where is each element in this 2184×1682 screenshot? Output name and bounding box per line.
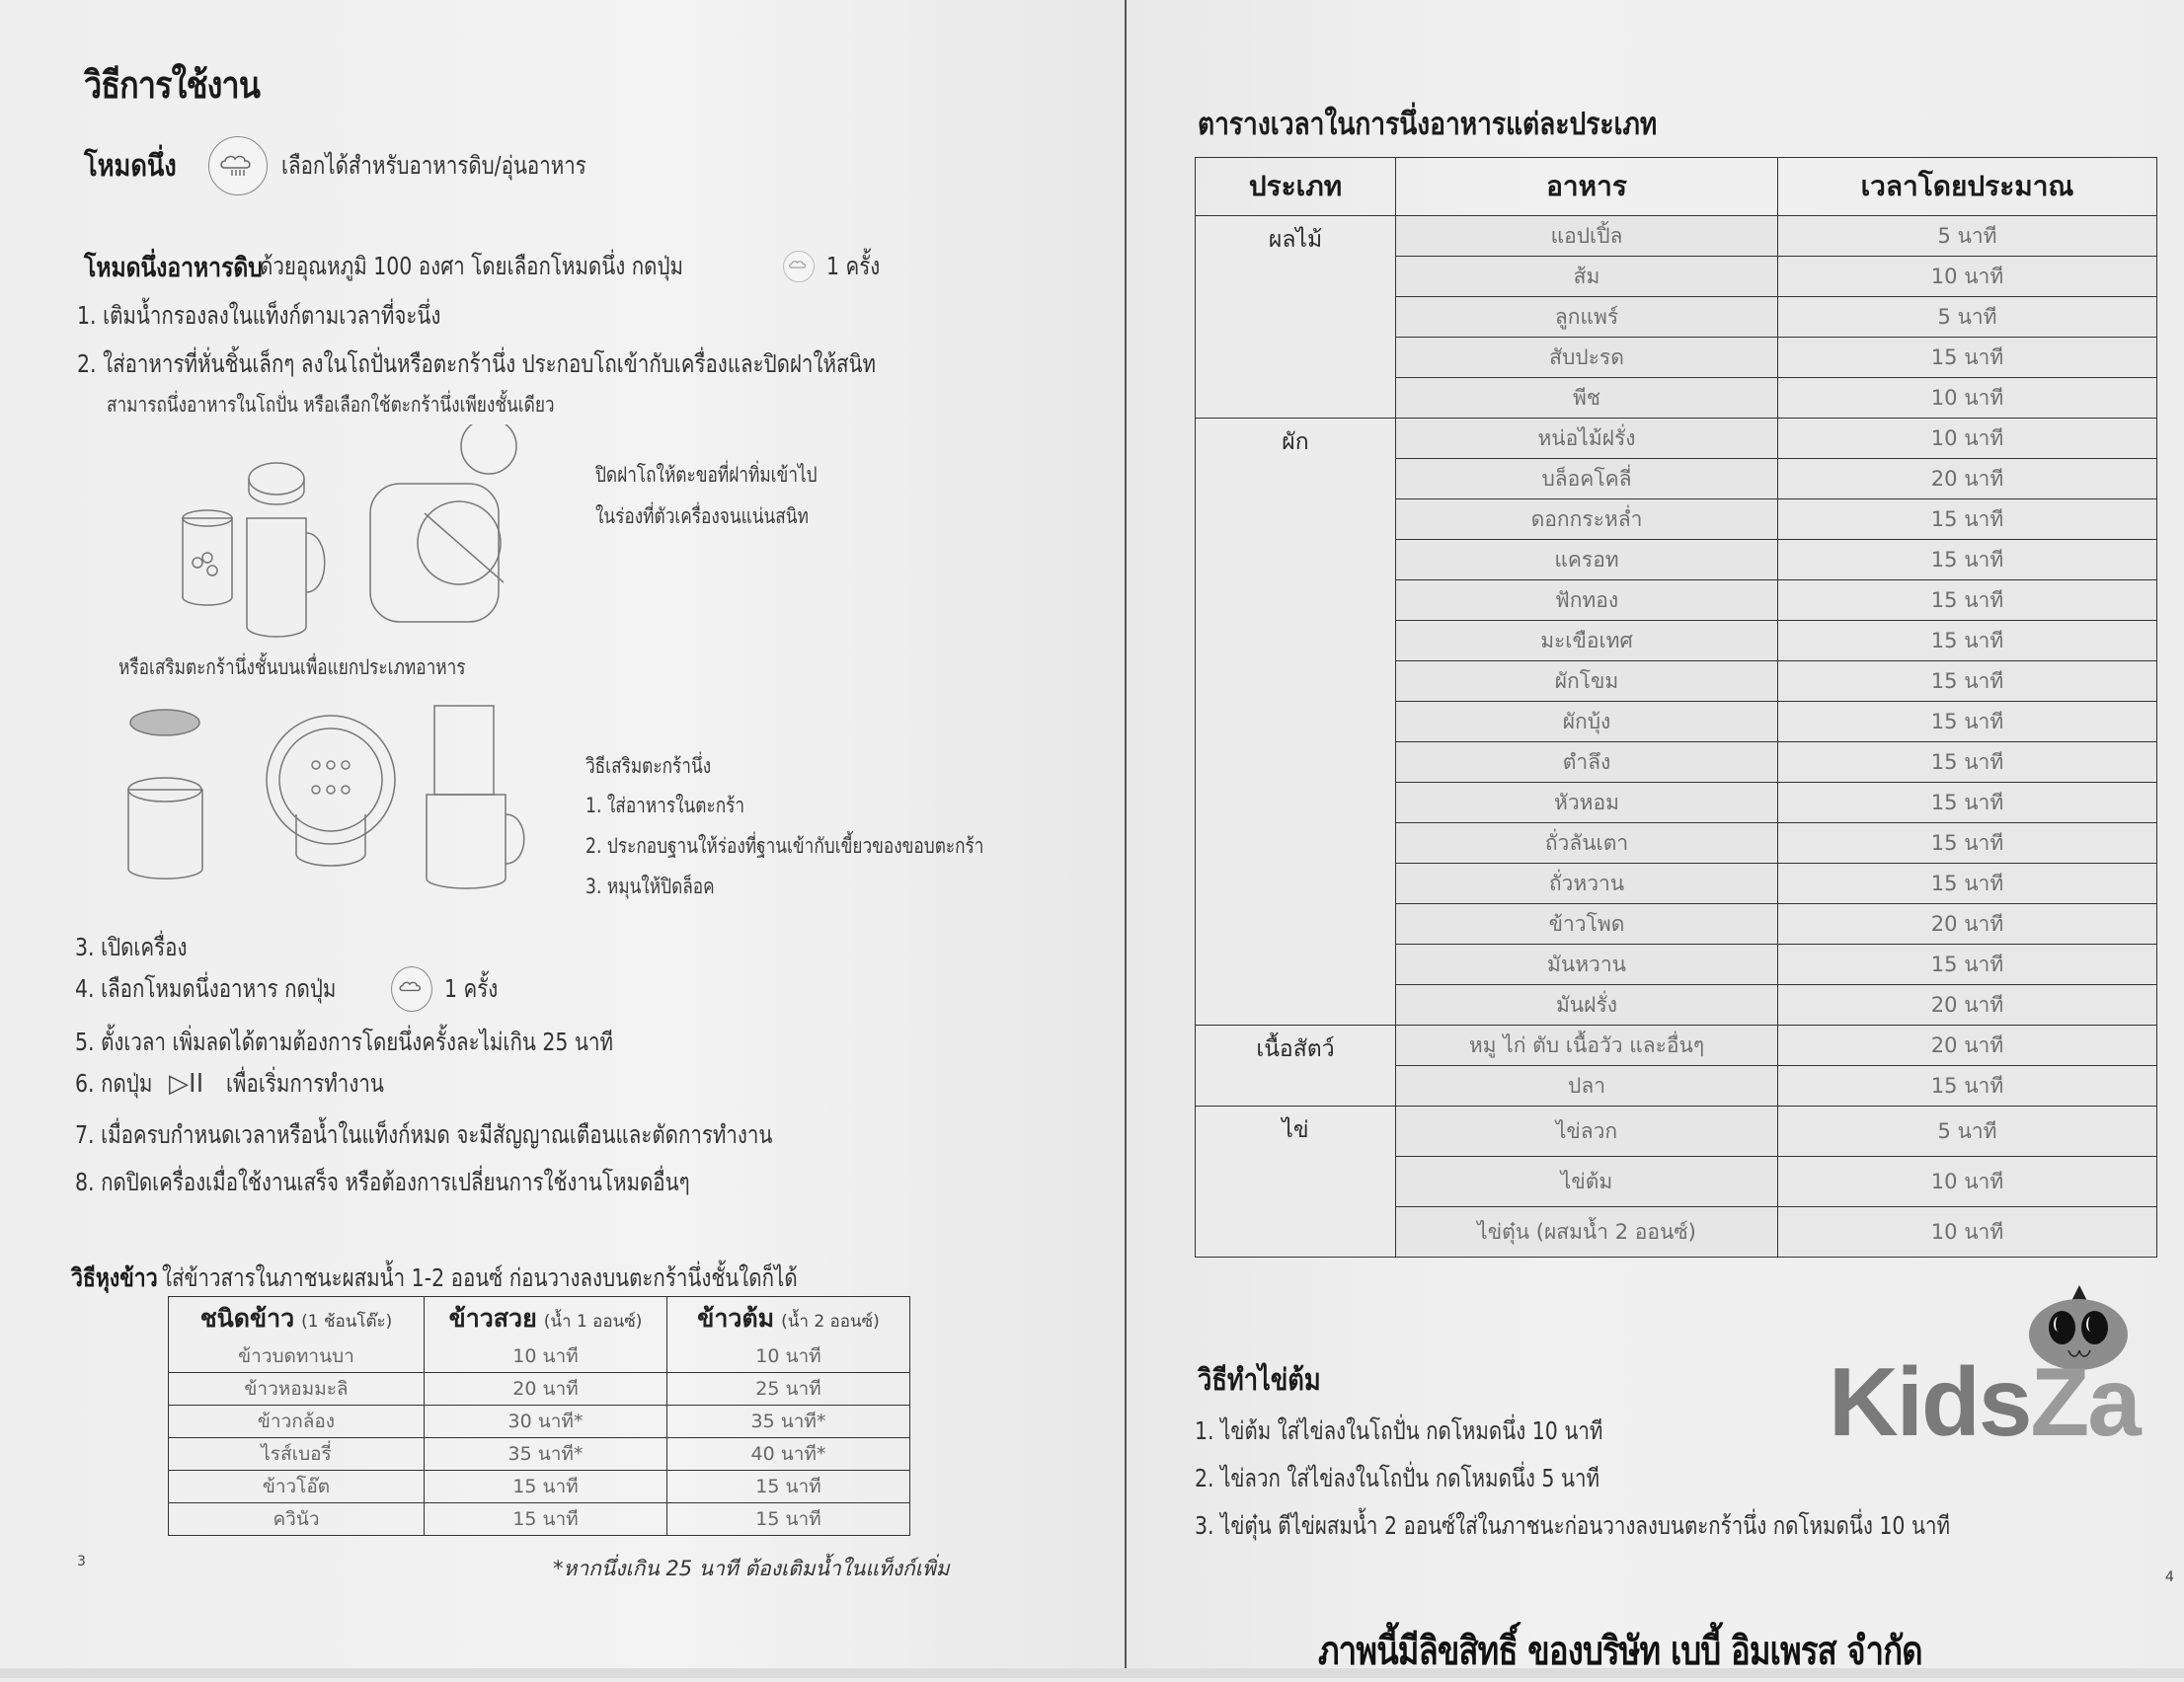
rice-col-type: ชนิดข้าว (1 ช้อนโต๊ะ) (169, 1297, 425, 1341)
basket-step-2: 2. ประกอบฐานให้ร่องที่ฐานเข้ากับเขี้ยวของขอบตะกร้า (585, 834, 984, 858)
time-cell: 15 นาที (1778, 621, 2157, 661)
time-cell: 15 นาที (1778, 823, 2157, 864)
egg-step-1: 1. ไข่ต้ม ใส่ไข่ลงในโถปั่น กดโหมดนึ่ง 10 นาที (1195, 1416, 1603, 1445)
steam-time-table (1195, 157, 2157, 1258)
steam-basket-illustration (118, 696, 533, 893)
step-7: 7. เมื่อครบกำหนดเวลาหรือน้ำในแท็งก์หมด จะมีสัญญาณเตือนและตัดการทำงาน (75, 1120, 773, 1149)
category-cell: ผลไม้ (1196, 216, 1396, 419)
food-table-row (1196, 1107, 2157, 1157)
time-cell: 5 นาที (1778, 216, 2157, 257)
food-cell: ไข่ลวก (1396, 1107, 1778, 1157)
food-cell: ปลา (1396, 1066, 1778, 1107)
time-cell: 15 นาที (1778, 338, 2157, 378)
food-cell: มันฝรั่ง (1396, 985, 1778, 1026)
logo-text: KidsZa (1829, 1347, 2140, 1456)
egg-heading: วิธีทำไข่ต้ม (1198, 1363, 1321, 1398)
food-cell: พีช (1396, 378, 1778, 419)
rice-type-cell: ควินัว (169, 1503, 425, 1536)
food-cell: หัวหอม (1396, 783, 1778, 823)
lid-caption-line-1: ปิดฝาโถให้ตะขอที่ฝาทิ่มเข้าไป (595, 463, 818, 487)
rice-col-porridge: ข้าวต้ม (น้ำ 2 ออนซ์) (667, 1297, 910, 1341)
food-cell: แครอท (1396, 540, 1778, 580)
step-3: 3. เปิดเครื่อง (75, 933, 188, 961)
rice-type-cell: ข้าวหอมมะลิ (169, 1373, 425, 1406)
lid-caption-line-2: ในร่องที่ตัวเครื่องจนแน่นสนิท (595, 504, 809, 528)
food-table-title: ตารางเวลาในการนึ่งอาหารแต่ละประเภท (1198, 107, 1658, 142)
rice-type-cell: ไรส์เบอรี่ (169, 1438, 425, 1471)
kidsza-logo (1817, 1273, 2152, 1461)
time-cell: 15 นาที (1778, 742, 2157, 783)
blender-jar-illustration (168, 424, 543, 642)
food-cell: ผักโขม (1396, 661, 1778, 702)
category-cell: ไข่ (1196, 1107, 1396, 1258)
food-cell: ถั่วลันเตา (1396, 823, 1778, 864)
rice-time-cell: 15 นาที (667, 1503, 910, 1536)
time-cell: 10 นาที (1778, 419, 2157, 459)
food-cell: แอปเปิ้ล (1396, 216, 1778, 257)
step-8: 8. กดปิดเครื่องเมื่อใช้งานเสร็จ หรือต้องการเปลี่ยนการใช้งานโหมดอื่นๆ (75, 1168, 690, 1196)
steam-mode-row (84, 136, 654, 195)
step-2: 2. ใส่อาหารที่หั่นชิ้นเล็กๆ ลงในโถปั่นหรือตะกร้านึ่ง ประกอบโถเข้ากับเครื่องและปิดฝาให้สนิท (77, 349, 877, 378)
time-cell: 20 นาที (1778, 459, 2157, 499)
rice-intro (71, 1259, 937, 1298)
raw-steam-heading: โหมดนึ่งอาหารดิบ (84, 252, 263, 283)
time-cell: 20 นาที (1778, 985, 2157, 1026)
rice-time-cell: 35 นาที* (425, 1438, 667, 1471)
col-food: อาหาร (1396, 158, 1778, 216)
steam-icon (208, 136, 268, 195)
steam-icon (391, 966, 432, 1012)
food-cell: ถั่วหวาน (1396, 864, 1778, 904)
rice-time-cell: 30 นาที* (425, 1406, 667, 1438)
time-cell: 15 นาที (1778, 783, 2157, 823)
time-cell: 15 นาที (1778, 499, 2157, 540)
food-cell: ลูกแพร์ (1396, 297, 1778, 338)
food-table-row (1196, 419, 2157, 459)
col-time: เวลาโดยประมาณ (1778, 158, 2157, 216)
basket-step-1: 1. ใส่อาหารในตะกร้า (585, 794, 745, 817)
rice-table-row (169, 1406, 910, 1438)
rice-table (168, 1296, 910, 1536)
rice-time-cell: 15 นาที (425, 1503, 667, 1536)
page-fold-divider (1125, 0, 1127, 1678)
time-cell: 15 นาที (1778, 864, 2157, 904)
time-cell: 15 นาที (1778, 1066, 2157, 1107)
step-6-text: 6. กดปุ่ม (75, 1069, 153, 1098)
food-cell: หน่อไม้ฝรั่ง (1396, 419, 1778, 459)
steam-icon (783, 251, 815, 282)
rice-time-cell: 40 นาที* (667, 1438, 910, 1471)
time-cell: 10 นาที (1778, 257, 2157, 297)
steam-mode-label: โหมดนึ่ง (84, 148, 177, 184)
time-cell: 10 นาที (1778, 1207, 2157, 1258)
food-cell: บล็อคโคลี่ (1396, 459, 1778, 499)
category-cell: ผัก (1196, 419, 1396, 1026)
food-cell: ไข่ตุ๋น (ผสมน้ำ 2 ออนซ์) (1396, 1207, 1778, 1258)
rice-table-row (169, 1438, 910, 1471)
basket-caption: หรือเสริมตะกร้านึ่งชั้นบนเพื่อแยกประเภทอาหาร (118, 655, 466, 679)
raw-steam-intro-text: ด้วยอุณหภูมิ 100 องศา โดยเลือกโหมดนึ่ง กดปุ่ม (260, 252, 684, 280)
step-4-text: 4. เลือกโหมดนึ่งอาหาร กดปุ่ม (75, 974, 337, 1003)
rice-time-cell: 10 นาที (425, 1340, 667, 1373)
egg-step-3: 3. ไข่ตุ๋น ตีไข่ผสมน้ำ 2 ออนซ์ใส่ในภาชนะก่อนวางลงบนตะกร้านึ่ง กดโหมดนึ่ง 10 นาที (1195, 1511, 1951, 1540)
time-cell: 5 นาที (1778, 1107, 2157, 1157)
food-cell: ตำลึง (1396, 742, 1778, 783)
time-cell: 10 นาที (1778, 1157, 2157, 1207)
step-6 (75, 1064, 419, 1104)
step-6-suffix: เพื่อเริ่มการทำงาน (226, 1069, 384, 1098)
col-category: ประเภท (1196, 158, 1396, 216)
rice-time-cell: 20 นาที (425, 1373, 667, 1406)
rice-table-row (169, 1503, 910, 1536)
rice-time-cell: 25 นาที (667, 1373, 910, 1406)
time-cell: 20 นาที (1778, 904, 2157, 945)
page-number-left: 3 (77, 1554, 86, 1569)
food-table-row (1196, 216, 2157, 257)
rice-type-cell: ข้าวบดทานบา (169, 1340, 425, 1373)
page-number-right: 4 (2165, 1569, 2174, 1585)
food-cell: ฟักทอง (1396, 580, 1778, 621)
food-cell: ไข่ต้ม (1396, 1157, 1778, 1207)
raw-steam-intro-suffix: 1 ครั้ง (826, 252, 881, 280)
time-cell: 10 นาที (1778, 378, 2157, 419)
rice-table-row (169, 1340, 910, 1373)
rice-col-steamed: ข้าวสวย (น้ำ 1 ออนซ์) (425, 1297, 667, 1341)
step-5: 5. ตั้งเวลา เพิ่มลดได้ตามต้องการโดยนึ่งครั้งละไม่เกิน 25 นาที (75, 1028, 614, 1056)
food-cell: ดอกกระหล่ำ (1396, 499, 1778, 540)
step-1: 1. เติมน้ำกรองลงในแท็งก์ตามเวลาที่จะนึ่ง (77, 301, 441, 330)
copyright-notice: ภาพนี้มีลิขสิทธิ์ ของบริษัท เบบี้ อิมเพรส จำกัด (1318, 1629, 1922, 1674)
step-4-suffix: 1 ครั้ง (444, 974, 499, 1003)
step-2-note: สามารถนึ่งอาหารในโถปั่น หรือเลือกใช้ตะกร้านึ่งเพียงชั้นเดียว (107, 393, 555, 417)
rice-time-cell: 15 นาที (667, 1471, 910, 1503)
time-cell: 15 นาที (1778, 580, 2157, 621)
food-cell: มันหวาน (1396, 945, 1778, 985)
steam-mode-description: เลือกได้สำหรับอาหารดิบ/อุ่นอาหาร (281, 151, 586, 180)
food-cell: หมู ไก่ ตับ เนื้อวัว และอื่นๆ (1396, 1026, 1778, 1066)
time-cell: 15 นาที (1778, 945, 2157, 985)
raw-steam-intro (84, 247, 892, 286)
rice-type-cell: ข้าวกล้อง (169, 1406, 425, 1438)
time-cell: 15 นาที (1778, 661, 2157, 702)
food-cell: ผักบุ้ง (1396, 702, 1778, 742)
rice-time-cell: 10 นาที (667, 1340, 910, 1373)
food-cell: สับปะรด (1396, 338, 1778, 378)
rice-table-row (169, 1373, 910, 1406)
rice-time-cell: 35 นาที* (667, 1406, 910, 1438)
food-cell: ข้าวโพด (1396, 904, 1778, 945)
rice-time-cell: 15 นาที (425, 1471, 667, 1503)
food-table-row (1196, 1026, 2157, 1066)
step-4 (75, 967, 509, 1011)
food-cell: มะเขือเทศ (1396, 621, 1778, 661)
time-cell: 15 นาที (1778, 702, 2157, 742)
rice-table-row (169, 1471, 910, 1503)
egg-step-2: 2. ไข่ลวก ใส่ไข่ลงในโถปั่น กดโหมดนึ่ง 5 นาที (1195, 1464, 1600, 1492)
category-cell: เนื้อสัตว์ (1196, 1026, 1396, 1107)
rice-heading: วิธีหุงข้าว (71, 1263, 158, 1292)
page-title: วิธีการใช้งาน (84, 63, 261, 107)
time-cell: 20 นาที (1778, 1026, 2157, 1066)
time-cell: 15 นาที (1778, 540, 2157, 580)
rice-type-cell: ข้าวโอ๊ต (169, 1471, 425, 1503)
rice-footnote: *หากนึ่งเกิน 25 นาที ต้องเติมน้ำในแท็งก์เพิ่ม (553, 1557, 950, 1580)
basket-steps-title: วิธีเสริมตะกร้านึ่ง (585, 754, 712, 778)
rice-intro-text: ใส่ข้าวสารในภาชนะผสมน้ำ 1-2 ออนซ์ ก่อนวางลงบนตะกร้านึ่งชั้นใดก็ได้ (162, 1263, 798, 1292)
play-pause-icon: ▷II (169, 1069, 204, 1099)
food-cell: ส้ม (1396, 257, 1778, 297)
time-cell: 5 นาที (1778, 297, 2157, 338)
basket-step-3: 3. หมุนให้ปิดล็อค (585, 875, 715, 898)
